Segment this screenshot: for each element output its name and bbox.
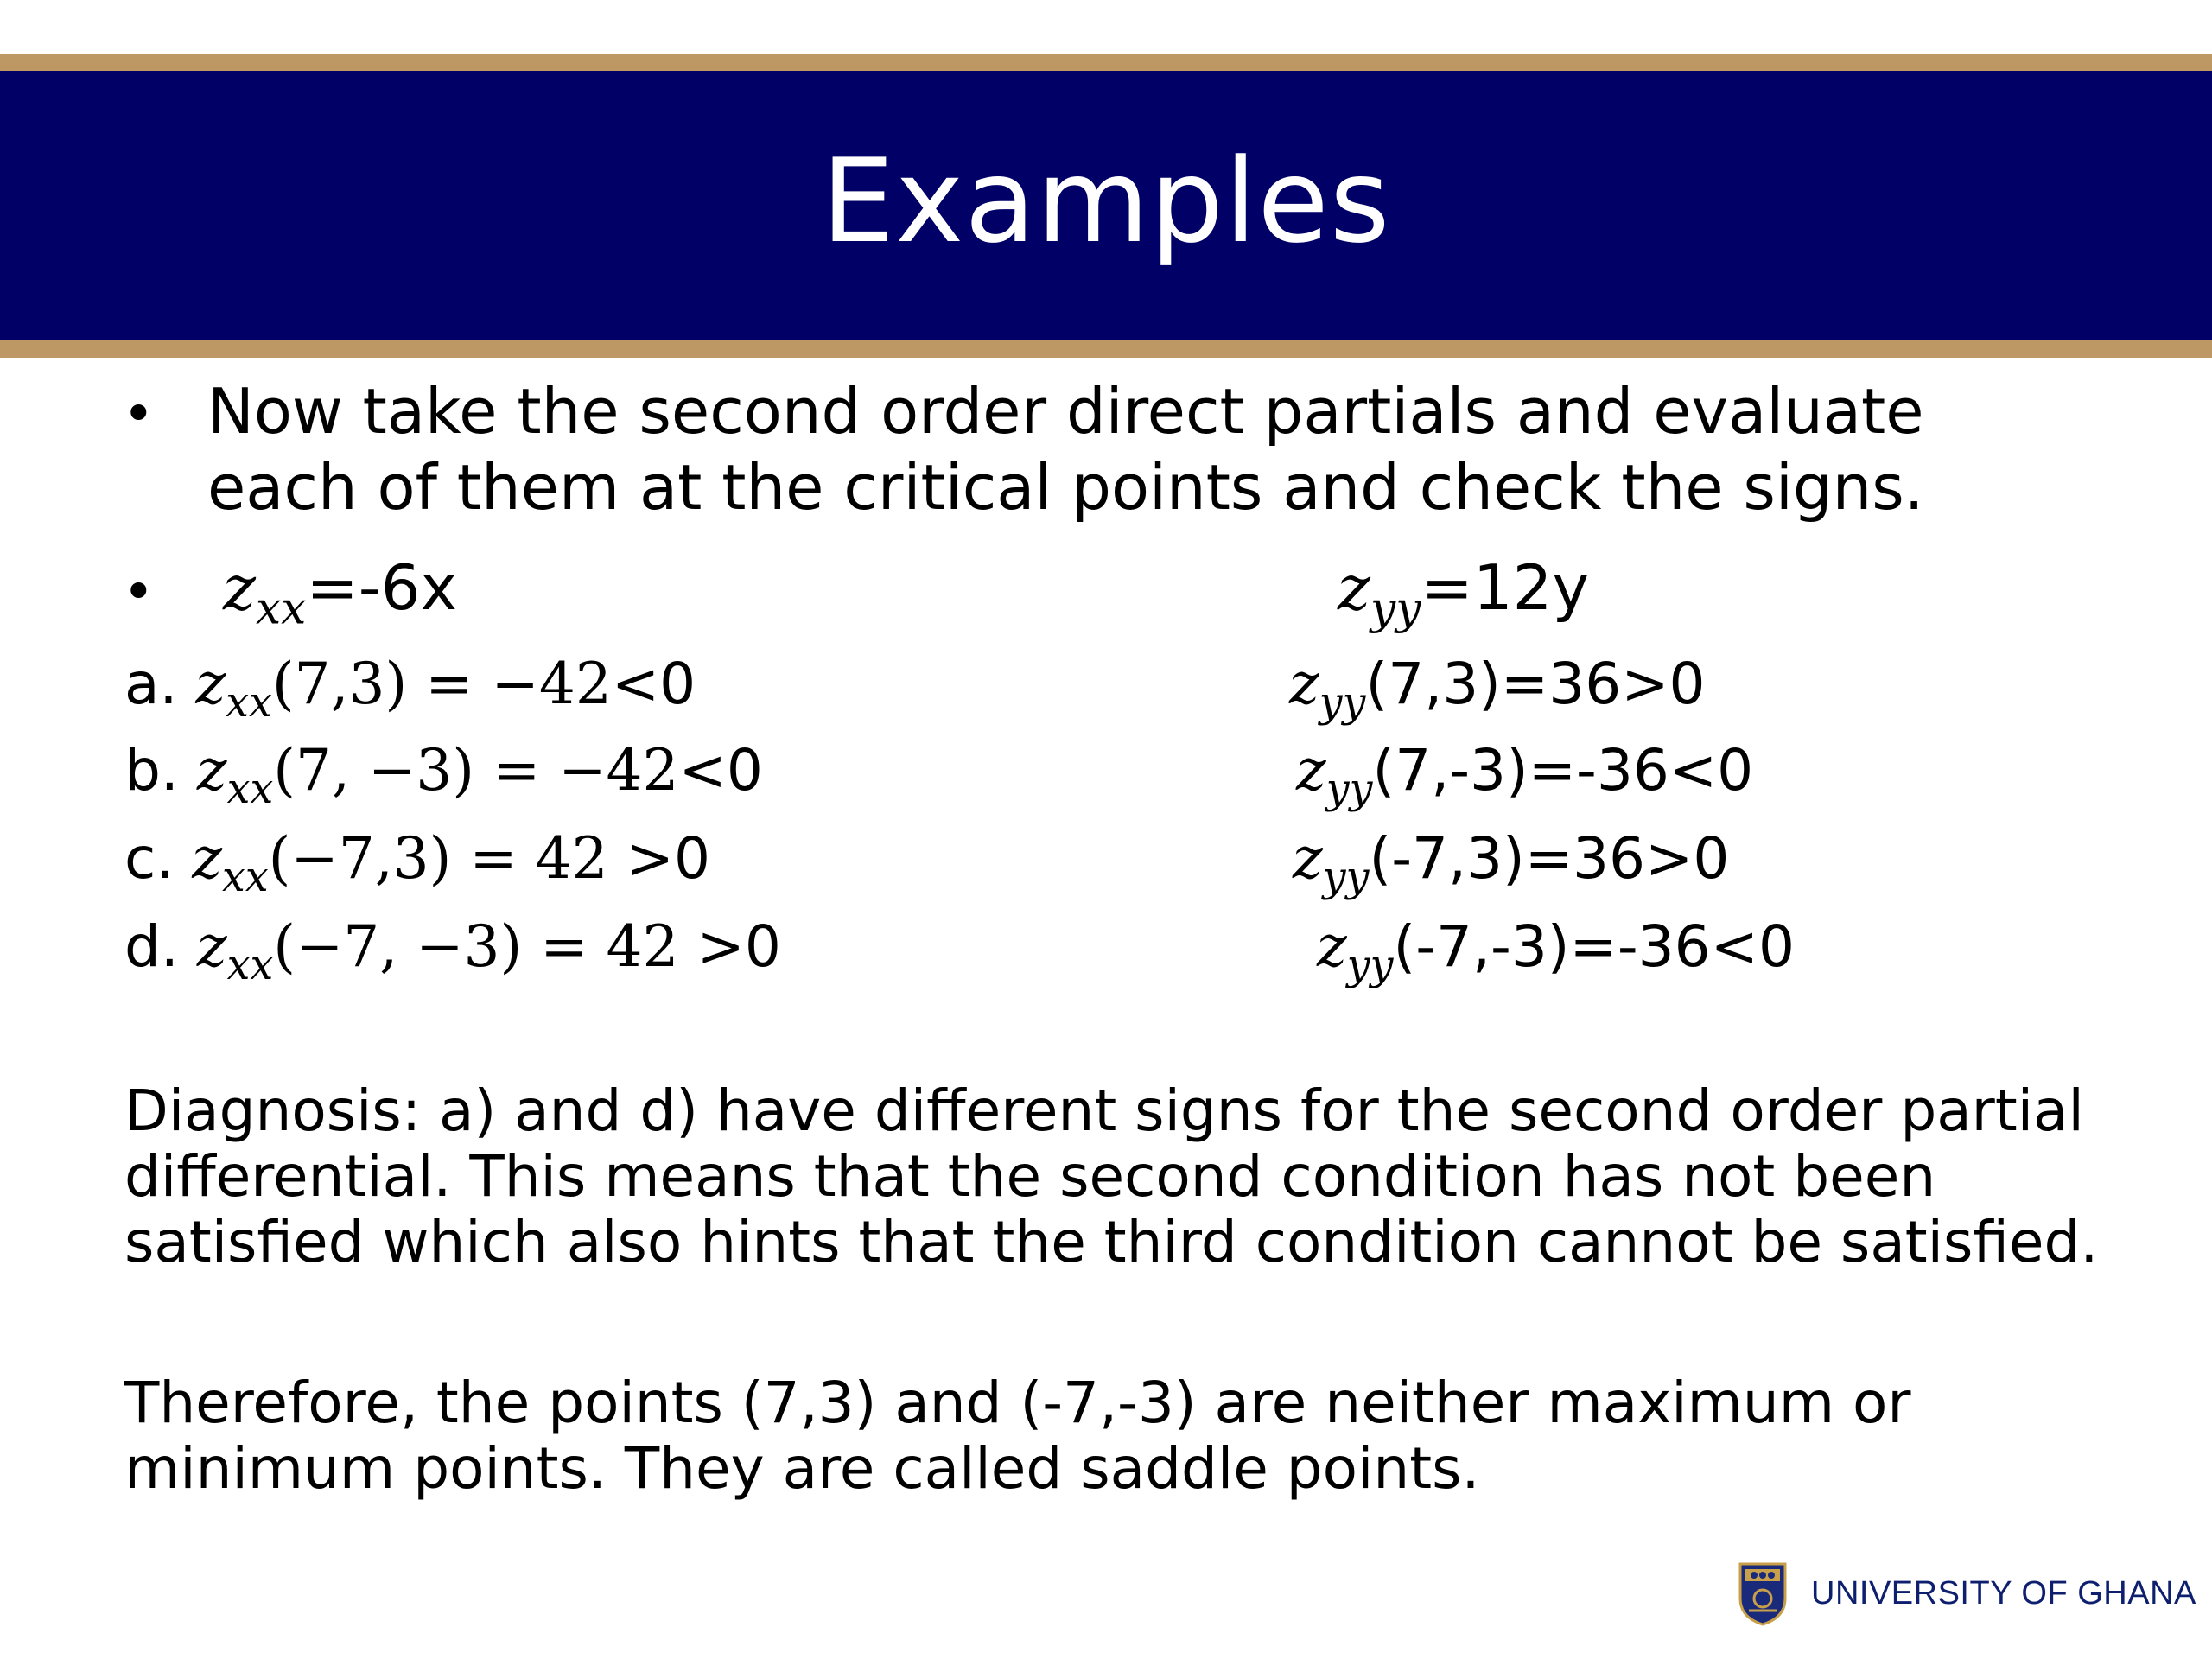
z-sub: xx — [226, 942, 274, 990]
bullet-dot-2: • — [123, 560, 155, 623]
row-label: b. — [124, 737, 179, 804]
z-sub: xx — [226, 766, 274, 814]
z-sub: yy — [1325, 766, 1373, 814]
row-a-xx — [124, 650, 696, 738]
bullet-dot-1: • — [123, 382, 155, 445]
row-label: a. — [124, 651, 178, 717]
row-b-yy — [1296, 736, 1753, 824]
diagnosis-paragraph — [124, 1078, 2112, 1275]
diagnosis-line-2: differential. This means that the second condition has not been — [124, 1143, 1936, 1210]
z-var: z — [192, 825, 223, 892]
z-sub: yy — [1346, 942, 1394, 990]
z-var: z — [1293, 825, 1323, 892]
row-yy-args: (7,-3)=-36<0 — [1372, 737, 1754, 804]
row-yy-args: (7,3)=36>0 — [1365, 651, 1706, 717]
zyy-definition — [1338, 550, 1589, 647]
row-xx-sign: <0 — [611, 651, 696, 717]
z-sub: xx — [222, 854, 269, 902]
row-xx-sign: >0 — [696, 913, 781, 980]
row-a-yy — [1289, 650, 1706, 738]
zyy-def: =12y — [1421, 551, 1590, 624]
zxx-definition — [223, 550, 457, 647]
conclusion-line-2: minimum points. They are called saddle points. — [124, 1435, 1480, 1502]
slide-title: Examples — [821, 134, 1391, 269]
z-var: z — [195, 651, 226, 717]
row-label: d. — [124, 913, 179, 980]
row-yy-args: (-7,-3)=-36<0 — [1393, 913, 1795, 980]
zyy-sub: yy — [1370, 582, 1421, 635]
row-label: c. — [124, 825, 175, 892]
z-sub: yy — [1319, 679, 1366, 728]
university-name: UNIVERSITY OF GHANA — [1811, 1574, 2196, 1611]
row-c-yy — [1293, 824, 1729, 912]
conclusion-paragraph — [124, 1370, 2112, 1502]
row-xx-args: (7, −3) = −42 — [273, 737, 679, 804]
bullet-1-line-1: Now take the second order direct partials and evaluate — [207, 375, 1924, 448]
z-var: z — [196, 737, 227, 804]
z-var: z — [1317, 913, 1347, 980]
row-d-yy — [1317, 912, 1795, 1001]
row-xx-args: (7,3) = −42 — [271, 651, 612, 717]
zxx-var: z — [223, 551, 256, 624]
zxx-def: =-6x — [306, 551, 458, 624]
row-xx-sign: <0 — [678, 737, 763, 804]
z-sub: xx — [226, 679, 272, 728]
diagnosis-line-1: Diagnosis: a) and d) have different signs for the second order partial — [124, 1077, 2084, 1144]
row-xx-sign: >0 — [626, 825, 710, 892]
z-var: z — [196, 913, 227, 980]
conclusion-line-1: Therefore, the points (7,3) and (-7,-3) are neither maximum or — [124, 1370, 1911, 1436]
row-xx-args: (−7, −3) = 42 — [273, 913, 697, 980]
row-xx-args: (−7,3) = 42 — [268, 825, 626, 892]
row-d-xx — [124, 912, 781, 1001]
zyy-var: z — [1338, 551, 1370, 624]
bullet-1-line-2: each of them at the critical points and check the signs. — [207, 451, 1924, 524]
university-crest-icon — [1737, 1560, 1789, 1626]
row-yy-args: (-7,3)=36>0 — [1369, 825, 1730, 892]
header-border — [0, 54, 2212, 358]
z-var: z — [1289, 651, 1319, 717]
zxx-sub: xx — [255, 582, 307, 635]
header-bar — [0, 71, 2212, 340]
university-logo — [1737, 1560, 2196, 1626]
z-sub: yy — [1322, 854, 1370, 902]
diagnosis-line-3: satisfied which also hints that the third condition cannot be satisfied. — [124, 1209, 2099, 1275]
row-c-xx — [124, 824, 710, 912]
z-var: z — [1296, 737, 1326, 804]
row-b-xx — [124, 736, 763, 824]
